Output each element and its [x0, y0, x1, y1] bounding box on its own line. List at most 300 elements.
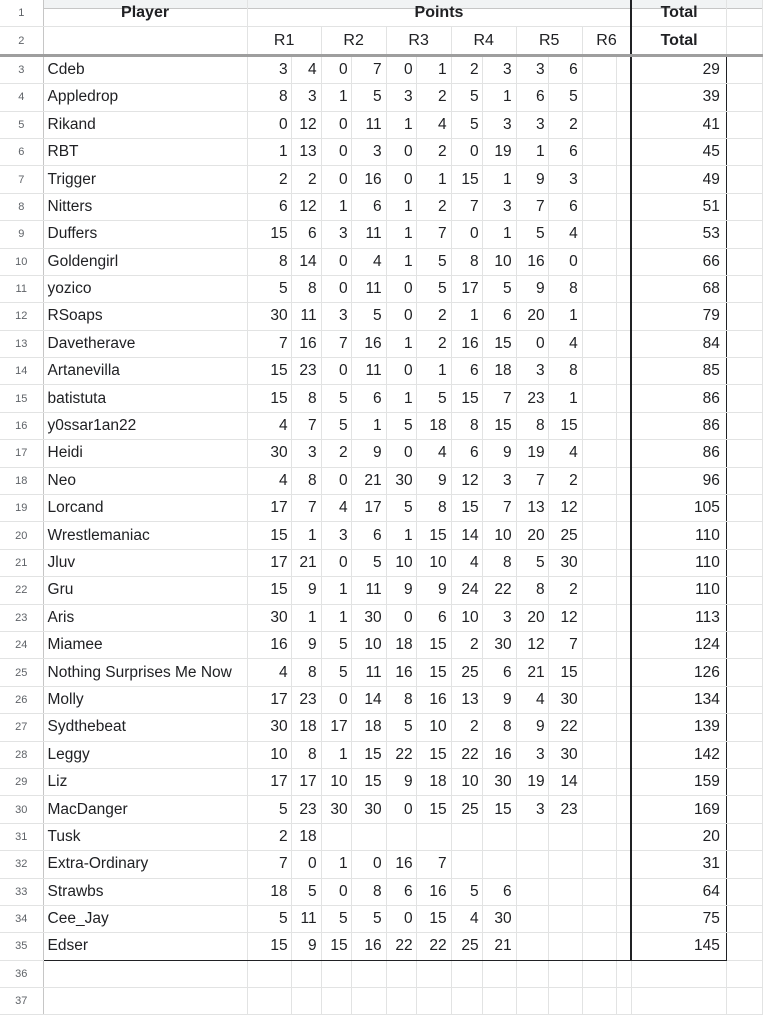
score-cell[interactable]: 15: [321, 933, 351, 960]
score-cell[interactable]: 4: [416, 440, 451, 467]
total-cell[interactable]: 96: [631, 467, 726, 494]
score-cell[interactable]: 5: [321, 659, 351, 686]
score-cell[interactable]: 5: [351, 549, 386, 576]
empty-cell[interactable]: [726, 412, 762, 439]
score-cell[interactable]: 2: [416, 84, 451, 111]
score-cell[interactable]: 1: [386, 330, 416, 357]
score-cell[interactable]: [582, 248, 616, 275]
row-number[interactable]: 15: [0, 385, 43, 412]
empty-cell[interactable]: [726, 741, 762, 768]
empty-cell[interactable]: [726, 84, 762, 111]
empty-cell[interactable]: [726, 659, 762, 686]
score-cell[interactable]: 1: [321, 604, 351, 631]
score-cell[interactable]: 3: [482, 55, 516, 83]
score-cell[interactable]: 1: [516, 138, 548, 165]
score-cell[interactable]: 2: [416, 138, 451, 165]
score-cell[interactable]: [616, 84, 631, 111]
empty-cell[interactable]: [386, 988, 416, 1015]
score-cell[interactable]: [416, 823, 451, 850]
score-cell[interactable]: [616, 933, 631, 960]
score-cell[interactable]: 6: [548, 193, 582, 220]
score-cell[interactable]: 1: [416, 358, 451, 385]
row-number[interactable]: 14: [0, 358, 43, 385]
score-cell[interactable]: [548, 905, 582, 932]
score-cell[interactable]: 3: [482, 604, 516, 631]
score-cell[interactable]: [582, 577, 616, 604]
total-cell[interactable]: 113: [631, 604, 726, 631]
empty-cell[interactable]: [351, 988, 386, 1015]
score-cell[interactable]: 13: [291, 138, 321, 165]
row-number[interactable]: 3: [0, 55, 43, 83]
score-cell[interactable]: 16: [351, 933, 386, 960]
score-cell[interactable]: 30: [247, 303, 291, 330]
score-cell[interactable]: [582, 111, 616, 138]
score-cell[interactable]: 7: [321, 330, 351, 357]
empty-cell[interactable]: [416, 988, 451, 1015]
score-cell[interactable]: 7: [291, 412, 321, 439]
score-cell[interactable]: 2: [548, 111, 582, 138]
score-cell[interactable]: 1: [321, 577, 351, 604]
score-cell[interactable]: [582, 796, 616, 823]
empty-cell[interactable]: [726, 221, 762, 248]
score-cell[interactable]: 5: [321, 385, 351, 412]
player-name-cell[interactable]: y0ssar1an22: [43, 412, 247, 439]
player-name-cell[interactable]: Goldengirl: [43, 248, 247, 275]
score-cell[interactable]: 0: [548, 248, 582, 275]
score-cell[interactable]: [616, 111, 631, 138]
score-cell[interactable]: 30: [548, 741, 582, 768]
score-cell[interactable]: 16: [386, 851, 416, 878]
score-cell[interactable]: 0: [321, 166, 351, 193]
empty-cell[interactable]: [726, 495, 762, 522]
score-cell[interactable]: 7: [416, 221, 451, 248]
player-name-cell[interactable]: Aris: [43, 604, 247, 631]
score-cell[interactable]: 6: [247, 193, 291, 220]
empty-cell[interactable]: [43, 960, 247, 987]
empty-cell[interactable]: [726, 358, 762, 385]
score-cell[interactable]: 23: [548, 796, 582, 823]
row-number[interactable]: 25: [0, 659, 43, 686]
score-cell[interactable]: [582, 385, 616, 412]
score-cell[interactable]: 9: [482, 440, 516, 467]
score-cell[interactable]: 0: [247, 111, 291, 138]
score-cell[interactable]: 0: [321, 686, 351, 713]
empty-cell[interactable]: [516, 960, 548, 987]
score-cell[interactable]: 16: [482, 741, 516, 768]
score-cell[interactable]: 1: [416, 166, 451, 193]
score-cell[interactable]: 6: [386, 878, 416, 905]
score-cell[interactable]: 3: [291, 440, 321, 467]
empty-cell[interactable]: [726, 905, 762, 932]
empty-cell[interactable]: [247, 988, 291, 1015]
score-cell[interactable]: 1: [548, 385, 582, 412]
score-cell[interactable]: 1: [482, 166, 516, 193]
score-cell[interactable]: 15: [247, 522, 291, 549]
score-cell[interactable]: 0: [321, 549, 351, 576]
player-name-cell[interactable]: Extra-Ordinary: [43, 851, 247, 878]
score-cell[interactable]: 4: [247, 412, 291, 439]
score-cell[interactable]: [582, 193, 616, 220]
score-cell[interactable]: 15: [247, 933, 291, 960]
score-cell[interactable]: 0: [321, 55, 351, 83]
score-cell[interactable]: 15: [351, 768, 386, 795]
score-cell[interactable]: 30: [351, 796, 386, 823]
score-cell[interactable]: 15: [416, 796, 451, 823]
empty-cell[interactable]: [726, 522, 762, 549]
score-cell[interactable]: 8: [351, 878, 386, 905]
score-cell[interactable]: [516, 905, 548, 932]
score-cell[interactable]: 0: [516, 330, 548, 357]
score-cell[interactable]: 15: [482, 796, 516, 823]
score-cell[interactable]: 18: [386, 631, 416, 658]
total-cell[interactable]: 86: [631, 412, 726, 439]
empty-cell[interactable]: [726, 988, 762, 1015]
empty-cell[interactable]: [726, 933, 762, 960]
empty-cell[interactable]: [726, 686, 762, 713]
score-cell[interactable]: [616, 604, 631, 631]
score-cell[interactable]: 30: [548, 686, 582, 713]
row-number[interactable]: 7: [0, 166, 43, 193]
score-cell[interactable]: 6: [482, 659, 516, 686]
score-cell[interactable]: 23: [291, 796, 321, 823]
score-cell[interactable]: 15: [548, 412, 582, 439]
score-cell[interactable]: 0: [386, 905, 416, 932]
score-cell[interactable]: 5: [416, 248, 451, 275]
score-cell[interactable]: [516, 823, 548, 850]
score-cell[interactable]: 4: [548, 221, 582, 248]
score-cell[interactable]: 17: [247, 495, 291, 522]
score-cell[interactable]: [482, 851, 516, 878]
score-cell[interactable]: 7: [247, 851, 291, 878]
score-cell[interactable]: 0: [451, 138, 482, 165]
total-cell[interactable]: 31: [631, 851, 726, 878]
score-cell[interactable]: 5: [321, 631, 351, 658]
row-number[interactable]: 33: [0, 878, 43, 905]
score-cell[interactable]: [582, 138, 616, 165]
score-cell[interactable]: 1: [386, 248, 416, 275]
score-cell[interactable]: 0: [386, 796, 416, 823]
empty-cell[interactable]: [43, 27, 247, 55]
score-cell[interactable]: 1: [482, 221, 516, 248]
score-cell[interactable]: 0: [451, 221, 482, 248]
player-header[interactable]: Player: [43, 0, 247, 27]
score-cell[interactable]: 3: [321, 522, 351, 549]
score-cell[interactable]: 5: [247, 905, 291, 932]
empty-cell[interactable]: [43, 988, 247, 1015]
empty-cell[interactable]: [321, 960, 351, 987]
total-cell[interactable]: 142: [631, 741, 726, 768]
row-number[interactable]: 10: [0, 248, 43, 275]
player-name-cell[interactable]: RSoaps: [43, 303, 247, 330]
score-cell[interactable]: 7: [482, 385, 516, 412]
score-cell[interactable]: 5: [321, 905, 351, 932]
score-cell[interactable]: 7: [482, 495, 516, 522]
score-cell[interactable]: [616, 330, 631, 357]
total-cell[interactable]: 110: [631, 577, 726, 604]
score-cell[interactable]: 9: [386, 577, 416, 604]
score-cell[interactable]: 4: [321, 495, 351, 522]
score-cell[interactable]: 0: [386, 138, 416, 165]
score-cell[interactable]: 2: [416, 303, 451, 330]
score-cell[interactable]: [616, 851, 631, 878]
empty-cell[interactable]: [582, 960, 616, 987]
score-cell[interactable]: 12: [291, 111, 321, 138]
score-cell[interactable]: 15: [416, 741, 451, 768]
score-cell[interactable]: [582, 905, 616, 932]
empty-cell[interactable]: [726, 27, 762, 55]
score-cell[interactable]: 17: [451, 275, 482, 302]
score-cell[interactable]: 4: [247, 467, 291, 494]
empty-cell[interactable]: [416, 960, 451, 987]
score-cell[interactable]: [582, 741, 616, 768]
score-cell[interactable]: 30: [247, 604, 291, 631]
score-cell[interactable]: [582, 84, 616, 111]
score-cell[interactable]: 23: [516, 385, 548, 412]
score-cell[interactable]: 13: [516, 495, 548, 522]
score-cell[interactable]: 15: [247, 358, 291, 385]
score-cell[interactable]: [582, 604, 616, 631]
empty-cell[interactable]: [726, 138, 762, 165]
score-cell[interactable]: 6: [416, 604, 451, 631]
score-cell[interactable]: [582, 878, 616, 905]
score-cell[interactable]: 4: [548, 440, 582, 467]
score-cell[interactable]: 8: [548, 275, 582, 302]
score-cell[interactable]: 11: [291, 303, 321, 330]
total-cell[interactable]: 159: [631, 768, 726, 795]
score-cell[interactable]: 7: [416, 851, 451, 878]
score-cell[interactable]: 16: [416, 878, 451, 905]
row-number[interactable]: 11: [0, 275, 43, 302]
score-cell[interactable]: 4: [548, 330, 582, 357]
total-cell[interactable]: 139: [631, 714, 726, 741]
empty-cell[interactable]: [451, 960, 482, 987]
score-cell[interactable]: 5: [247, 275, 291, 302]
score-cell[interactable]: 25: [451, 796, 482, 823]
score-cell[interactable]: 10: [321, 768, 351, 795]
score-cell[interactable]: 8: [451, 412, 482, 439]
score-cell[interactable]: 9: [291, 933, 321, 960]
player-name-cell[interactable]: Heidi: [43, 440, 247, 467]
total-cell[interactable]: 84: [631, 330, 726, 357]
player-name-cell[interactable]: Cee_Jay: [43, 905, 247, 932]
score-cell[interactable]: [616, 412, 631, 439]
score-cell[interactable]: 22: [416, 933, 451, 960]
empty-cell[interactable]: [726, 577, 762, 604]
row-number[interactable]: 23: [0, 604, 43, 631]
score-cell[interactable]: [616, 248, 631, 275]
total-cell[interactable]: 53: [631, 221, 726, 248]
score-cell[interactable]: 16: [351, 166, 386, 193]
score-cell[interactable]: 3: [482, 193, 516, 220]
score-cell[interactable]: 30: [482, 905, 516, 932]
score-cell[interactable]: [616, 905, 631, 932]
score-cell[interactable]: 19: [516, 440, 548, 467]
player-name-cell[interactable]: Artanevilla: [43, 358, 247, 385]
row-number[interactable]: 36: [0, 960, 43, 987]
score-cell[interactable]: 3: [548, 166, 582, 193]
score-cell[interactable]: 8: [451, 248, 482, 275]
score-cell[interactable]: 2: [247, 166, 291, 193]
player-name-cell[interactable]: Cdeb: [43, 55, 247, 83]
score-cell[interactable]: 30: [247, 714, 291, 741]
score-cell[interactable]: 0: [321, 138, 351, 165]
player-name-cell[interactable]: Nothing Surprises Me Now: [43, 659, 247, 686]
score-cell[interactable]: 1: [291, 604, 321, 631]
score-cell[interactable]: 2: [548, 577, 582, 604]
row-number[interactable]: 17: [0, 440, 43, 467]
total-cell[interactable]: 105: [631, 495, 726, 522]
score-cell[interactable]: 30: [247, 440, 291, 467]
score-cell[interactable]: 2: [321, 440, 351, 467]
empty-cell[interactable]: [451, 988, 482, 1015]
score-cell[interactable]: [616, 714, 631, 741]
score-cell[interactable]: [616, 138, 631, 165]
row-number[interactable]: 9: [0, 221, 43, 248]
score-cell[interactable]: 4: [451, 549, 482, 576]
score-cell[interactable]: 30: [386, 467, 416, 494]
score-cell[interactable]: 22: [386, 933, 416, 960]
empty-cell[interactable]: [631, 988, 726, 1015]
score-cell[interactable]: 6: [351, 522, 386, 549]
score-cell[interactable]: 0: [321, 358, 351, 385]
row-number[interactable]: 37: [0, 988, 43, 1015]
total-cell[interactable]: 45: [631, 138, 726, 165]
score-cell[interactable]: [451, 851, 482, 878]
row-number[interactable]: 20: [0, 522, 43, 549]
score-cell[interactable]: 9: [516, 166, 548, 193]
score-cell[interactable]: 10: [386, 549, 416, 576]
row-number[interactable]: 29: [0, 768, 43, 795]
score-cell[interactable]: 16: [351, 330, 386, 357]
score-cell[interactable]: 17: [351, 495, 386, 522]
score-cell[interactable]: 9: [291, 631, 321, 658]
score-cell[interactable]: 9: [291, 577, 321, 604]
empty-cell[interactable]: [726, 714, 762, 741]
score-cell[interactable]: 16: [416, 686, 451, 713]
score-cell[interactable]: 15: [247, 577, 291, 604]
score-cell[interactable]: 10: [351, 631, 386, 658]
score-cell[interactable]: 8: [482, 549, 516, 576]
empty-cell[interactable]: [616, 988, 631, 1015]
score-cell[interactable]: 1: [321, 193, 351, 220]
score-cell[interactable]: 21: [516, 659, 548, 686]
score-cell[interactable]: 5: [386, 495, 416, 522]
score-cell[interactable]: [582, 440, 616, 467]
score-cell[interactable]: 3: [351, 138, 386, 165]
empty-cell[interactable]: [726, 248, 762, 275]
total-cell[interactable]: 79: [631, 303, 726, 330]
score-cell[interactable]: 3: [291, 84, 321, 111]
score-cell[interactable]: 5: [416, 275, 451, 302]
score-cell[interactable]: 7: [516, 467, 548, 494]
row-number[interactable]: 32: [0, 851, 43, 878]
score-cell[interactable]: 10: [416, 714, 451, 741]
row-number[interactable]: 12: [0, 303, 43, 330]
score-cell[interactable]: 6: [451, 440, 482, 467]
empty-cell[interactable]: [726, 0, 762, 27]
score-cell[interactable]: 17: [291, 768, 321, 795]
score-cell[interactable]: 1: [386, 221, 416, 248]
score-cell[interactable]: 0: [321, 467, 351, 494]
score-cell[interactable]: 17: [247, 549, 291, 576]
score-cell[interactable]: [351, 823, 386, 850]
score-cell[interactable]: 10: [416, 549, 451, 576]
row-number[interactable]: 13: [0, 330, 43, 357]
row-number[interactable]: 27: [0, 714, 43, 741]
score-cell[interactable]: 3: [386, 84, 416, 111]
score-cell[interactable]: [616, 440, 631, 467]
score-cell[interactable]: 11: [351, 275, 386, 302]
player-name-cell[interactable]: Leggy: [43, 741, 247, 768]
score-cell[interactable]: 9: [416, 577, 451, 604]
score-cell[interactable]: [616, 631, 631, 658]
total-cell[interactable]: 49: [631, 166, 726, 193]
empty-cell[interactable]: [247, 960, 291, 987]
empty-cell[interactable]: [726, 166, 762, 193]
score-cell[interactable]: [582, 823, 616, 850]
score-cell[interactable]: 0: [386, 55, 416, 83]
score-cell[interactable]: 0: [386, 440, 416, 467]
empty-cell[interactable]: [482, 960, 516, 987]
score-cell[interactable]: 8: [291, 385, 321, 412]
score-cell[interactable]: [616, 495, 631, 522]
score-cell[interactable]: [616, 193, 631, 220]
player-name-cell[interactable]: Jluv: [43, 549, 247, 576]
total-cell[interactable]: 29: [631, 55, 726, 83]
total-cell[interactable]: 75: [631, 905, 726, 932]
score-cell[interactable]: 0: [321, 878, 351, 905]
score-cell[interactable]: 23: [291, 686, 321, 713]
score-cell[interactable]: 10: [247, 741, 291, 768]
score-cell[interactable]: 0: [386, 358, 416, 385]
score-cell[interactable]: 6: [548, 138, 582, 165]
score-cell[interactable]: 16: [451, 330, 482, 357]
score-cell[interactable]: 7: [351, 55, 386, 83]
empty-cell[interactable]: [726, 55, 762, 83]
empty-cell[interactable]: [548, 960, 582, 987]
row-number[interactable]: 16: [0, 412, 43, 439]
score-cell[interactable]: [616, 303, 631, 330]
score-cell[interactable]: 9: [516, 275, 548, 302]
total-cell[interactable]: 169: [631, 796, 726, 823]
score-cell[interactable]: 1: [321, 851, 351, 878]
score-cell[interactable]: 9: [351, 440, 386, 467]
score-cell[interactable]: [582, 467, 616, 494]
score-cell[interactable]: 2: [451, 55, 482, 83]
score-cell[interactable]: 3: [482, 467, 516, 494]
score-cell[interactable]: 15: [351, 741, 386, 768]
score-cell[interactable]: 30: [482, 631, 516, 658]
score-cell[interactable]: 20: [516, 522, 548, 549]
empty-cell[interactable]: [726, 631, 762, 658]
total-header[interactable]: Total: [631, 0, 726, 27]
score-cell[interactable]: 0: [321, 275, 351, 302]
score-cell[interactable]: [582, 412, 616, 439]
score-cell[interactable]: 11: [351, 577, 386, 604]
score-cell[interactable]: 22: [386, 741, 416, 768]
score-cell[interactable]: 30: [321, 796, 351, 823]
score-cell[interactable]: 15: [416, 659, 451, 686]
score-cell[interactable]: [516, 851, 548, 878]
score-cell[interactable]: 14: [548, 768, 582, 795]
score-cell[interactable]: 21: [291, 549, 321, 576]
player-name-cell[interactable]: Appledrop: [43, 84, 247, 111]
score-cell[interactable]: 22: [548, 714, 582, 741]
score-cell[interactable]: [582, 659, 616, 686]
score-cell[interactable]: 2: [548, 467, 582, 494]
score-cell[interactable]: 1: [386, 522, 416, 549]
player-name-cell[interactable]: Miamee: [43, 631, 247, 658]
